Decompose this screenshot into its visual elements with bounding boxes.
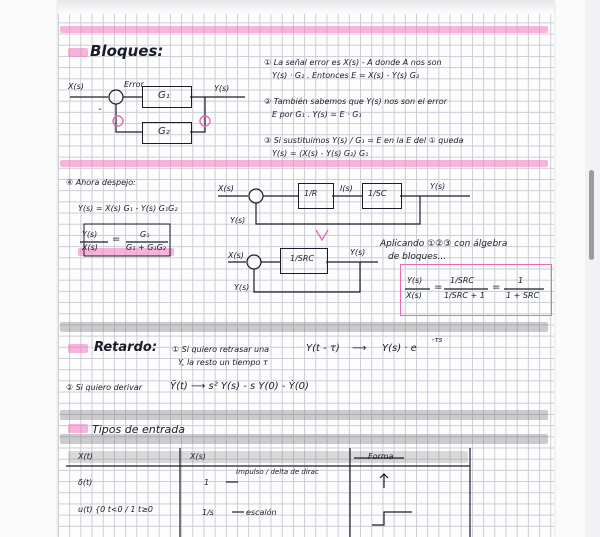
d3-input-label: X(s) [228, 251, 244, 260]
note-3-line1: ③ Si sustituimos Y(s) / G₁ = E en la E del ① queda [264, 136, 464, 145]
formula-right-eq1: = [434, 282, 443, 293]
derivada-text: ② Si quiero derivar [66, 383, 143, 392]
d2-output-label: Y(s) [430, 182, 446, 191]
retardo-arrow: ⟶ [352, 343, 367, 354]
note-2-line2: E por G₁ . Y(s) = E · G₁ [272, 110, 362, 119]
d2-i-label: I(s) [340, 184, 353, 193]
formula-left-num: Y(s) [82, 230, 98, 239]
retardo-eq-left: Y(t - τ) [306, 343, 340, 354]
table-row2-xt: u(t) {0 t<0 / 1 t≥0 [78, 505, 153, 514]
retardo-exponent: -τs [432, 336, 443, 344]
retardo-eq-right: Y(s) · e [382, 343, 417, 354]
d1-output-label: Y(s) [214, 84, 230, 93]
table-row1-xt: δ(t) [78, 478, 93, 487]
table-row2-xs: 1/s [202, 508, 214, 517]
scrollbar-track[interactable] [585, 0, 600, 537]
d1-g1-label: G₁ [158, 90, 170, 101]
formula-left-rnum: G₁ [140, 230, 150, 239]
scrollbar-thumb[interactable] [589, 170, 594, 260]
d3-block-label: 1/SRC [290, 254, 315, 263]
note-1-line1: ① La señal error es X(s) - A donde A nos son [264, 58, 442, 67]
aplicando-line2: de bloques... [388, 252, 447, 262]
formula-right-result-num: 1 [518, 276, 524, 285]
table-row2-note: escalón [246, 508, 277, 517]
aplicando-line1: Aplicando ①②③ con álgebra [380, 239, 508, 249]
d3-feedback-label: Y(s) [234, 283, 250, 292]
formula-left-equals: = [112, 234, 121, 245]
d1-input-label: X(s) [68, 82, 84, 91]
table-row1-note: Impulso / delta de dirac [236, 468, 319, 476]
table-header-xt: X(t) [78, 452, 93, 461]
note-4: ④ Ahora despejo: [66, 178, 136, 187]
formula-right-frac-den: 1/SRC + 1 [444, 291, 485, 300]
formula-left-den: X(s) [82, 243, 98, 252]
table-header-forma: Forma [368, 452, 394, 461]
heading-retardo: Retardo: [94, 340, 158, 355]
note-3-line2: Y(s) = (X(s) - Y(s) G₂) G₁ [272, 149, 369, 158]
d1-minus: - [98, 104, 102, 115]
formula-right-eq2: = [492, 282, 501, 293]
d2-block-r-label: 1/R [304, 189, 318, 198]
formula-right-den: X(s) [406, 291, 422, 300]
d2-feedback-label: Y(s) [230, 216, 246, 225]
retardo-line1: ① Si quiero retrasar una [172, 345, 270, 354]
table-header-xs: X(s) [190, 452, 206, 461]
derivada-eq: Ÿ(t) ⟶ s² Y(s) - s Y(0) - Ẏ(0) [170, 381, 309, 392]
retardo-line2: Y, la resto un tiempo τ [178, 358, 268, 367]
heading-bloques: Bloques: [90, 42, 164, 60]
formula-left-rden: G₁ + G₁G₂ [126, 243, 167, 252]
d1-error-label: Error [124, 80, 144, 89]
d2-block-sc-label: 1/SC [368, 189, 387, 198]
d1-g2-label: G₂ [158, 126, 170, 137]
d2-input-label: X(s) [218, 184, 234, 193]
note-4-equation: Y(s) = X(s) G₁ - Y(s) G₁G₂ [78, 204, 178, 213]
heading-tipos: Tipos de entrada [92, 423, 186, 436]
table-row1-xs: 1 [204, 478, 210, 487]
formula-right-result-den: 1 + SRC [506, 291, 540, 300]
note-2-line1: ② También sabemos que Y(s) nos son el error [264, 97, 447, 106]
formula-right-frac-num: 1/SRC [450, 276, 475, 285]
note-1-line2: Y(s) · G₂ . Entonces E = X(s) - Y(s) G₂ [272, 71, 420, 80]
d3-output-label: Y(s) [350, 248, 366, 257]
formula-right-num: Y(s) [407, 276, 423, 285]
